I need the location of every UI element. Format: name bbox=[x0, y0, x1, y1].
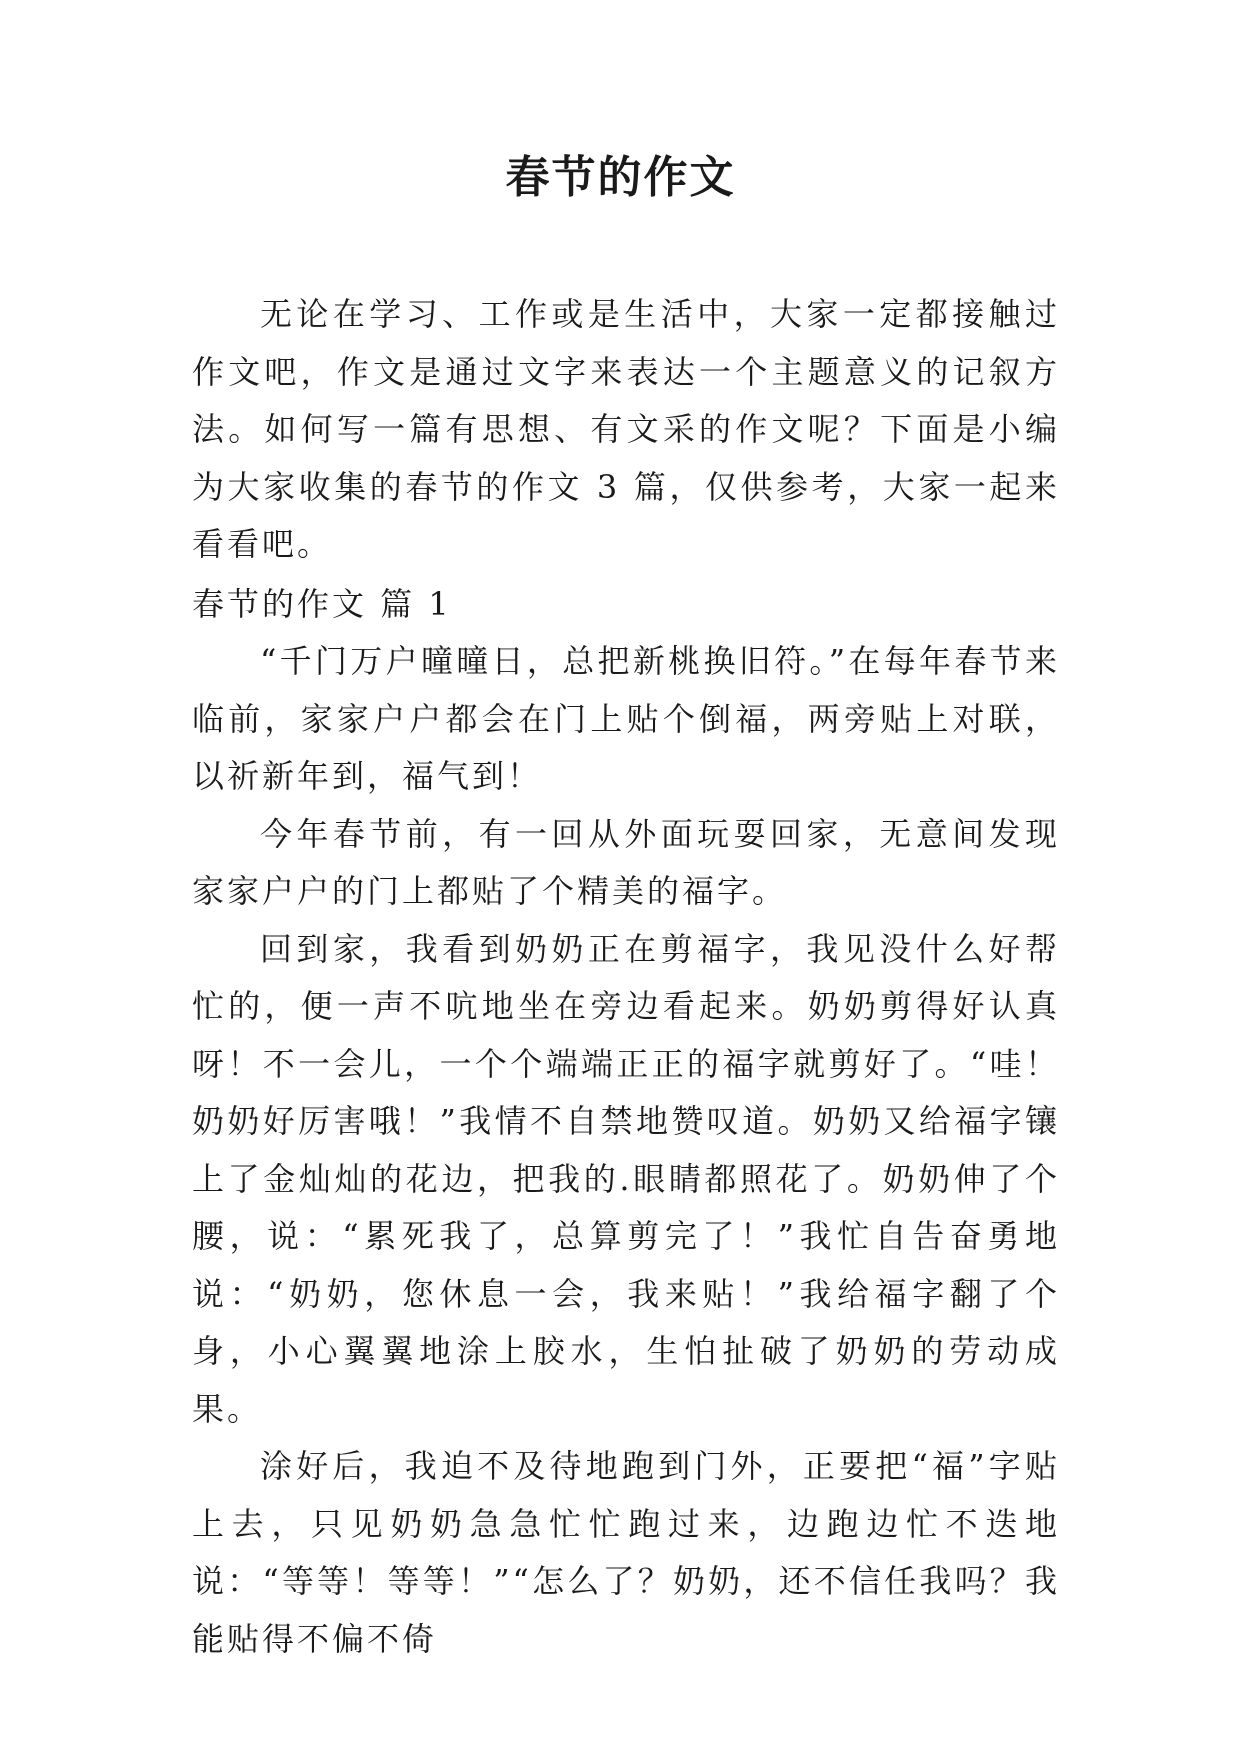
essay-section-1 bbox=[192, 576, 1060, 1668]
intro-paragraph: 无论在学习、工作或是生活中，大家一定都接触过作文吧，作文是通过文字来表达一个主题意义的记叙方法。如何写一篇有思想、有文采的作文呢？下面是小编为大家收集的春节的作文 3 篇，仅供参考，大家一起来看看吧。 bbox=[192, 295, 1060, 563]
paragraph-3: 回到家，我看到奶奶正在剪福字，我见没什么好帮忙的，便一声不吭地坐在旁边看起来。奶奶剪得好认真呀！不一会儿，一个个端端正正的福字就剪好了。“哇！奶奶好厉害哦！”我情不自禁地赞叹道。奶奶又给福字镶上了金灿灿的花边，把我的.眼睛都照花了。奶奶伸了个腰，说：“累死我了，总算剪完了！”我忙自告奋勇地说：“奶奶，您休息一会，我来贴！”我给福字翻了个身，小心翼翼地涂上胶水，生怕扯破了奶奶的劳动成果。 bbox=[192, 929, 1060, 1428]
document-title: 春节的作文 bbox=[505, 152, 736, 203]
section-heading: 春节的作文 篇 1 bbox=[192, 585, 452, 623]
paragraph-1: “千门万户曈曈日，总把新桃换旧符。”在每年春节来临前，家家户户都会在门上贴个倒福，两旁贴上对联，以祈新年到，福气到！ bbox=[192, 642, 1060, 795]
paragraph-4: 涂好后，我迫不及待地跑到门外，正要把“福”字贴上去，只见奶奶急急忙忙跑过来，边跑边忙不迭地说：“等等！等等！”“怎么了？奶奶，还不信任我吗？我能贴得不偏不倚 bbox=[192, 1447, 1060, 1658]
paragraph-2: 今年春节前，有一回从外面玩耍回家，无意间发现家家户户的门上都贴了个精美的福字。 bbox=[192, 814, 1060, 910]
